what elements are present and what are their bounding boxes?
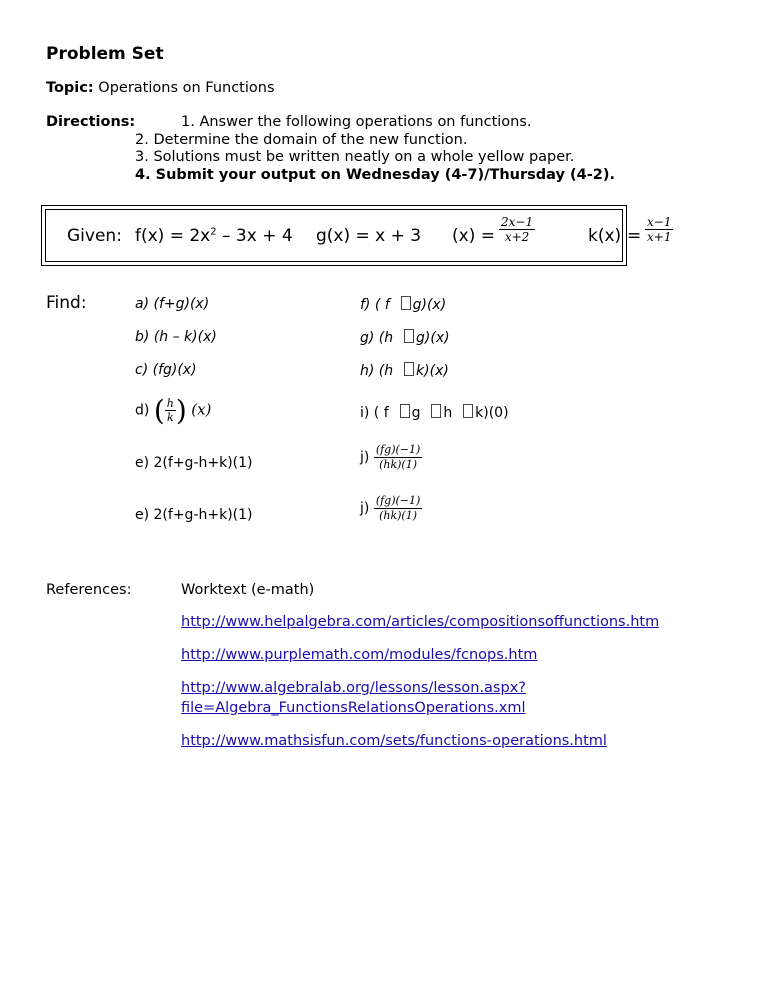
composition-icon [463,404,473,418]
given-label: Given: [67,226,122,246]
topic-label: Topic: [46,80,94,96]
find-item-d-numerator: h [166,397,174,410]
given-h-denominator: x+2 [504,230,530,244]
find-item-j-prefix: j) [360,449,370,466]
given-f-suffix: – 3x + 4 [216,226,293,246]
reference-link-algebralab-cont[interactable]: file=Algebra_FunctionsRelationsOperations.xml [181,700,526,716]
composition-icon [400,404,410,418]
direction-item-4: 4. Submit your output on Wednesday (4-7)/Thursday (4-2). [135,167,615,183]
find-item-j-numerator: (fg)(−1) [375,443,421,456]
find-item-b: b) (h – k)(x) [135,329,217,345]
find-item-i [360,404,509,421]
find-item-j-numerator: (fg)(−1) [375,494,421,507]
page-title: Problem Set [46,44,164,64]
find-item-i-part2: g [411,405,421,421]
topic-value: Operations on Functions [98,80,275,96]
find-item-h-part2: k)(x) [416,363,449,379]
find-item-g-part1: g) (h [360,330,394,346]
find-item-d-suffix: (x) [191,400,212,419]
find-item-e-2: e) 2(f+g-h+k)(1) [135,507,253,523]
given-f [135,226,293,246]
find-item-j-prefix: j) [360,500,370,517]
given-h-fraction [499,215,535,244]
given-k-label: k(x) [588,226,622,246]
given-k-fraction [645,215,673,244]
find-item-h [360,362,449,379]
given-g: g(x) = x + 3 [316,226,422,246]
find-item-a: a) (f+g)(x) [135,296,210,312]
reference-worktext: Worktext (e-math) [181,582,315,598]
reference-link-helpalgebra[interactable]: http://www.helpalgebra.com/articles/compositionsoffunctions.htm [181,614,660,630]
given-h-numerator: 2x−1 [501,215,534,229]
given-h-label: (x) = [452,226,495,246]
given-k-equals: = [627,226,642,246]
given-f-exponent: 2 [210,226,217,238]
composition-icon [404,362,414,376]
find-item-e-1: e) 2(f+g-h+k)(1) [135,455,253,471]
find-item-j-2 [360,494,422,523]
given-f-prefix: f(x) = 2x [135,226,211,246]
directions-label: Directions: [46,114,136,130]
reference-link-mathsisfun[interactable]: http://www.mathsisfun.com/sets/functions-operations.html [181,733,607,749]
reference-link-purplemath[interactable]: http://www.purplemath.com/modules/fcnops.htm [181,647,538,663]
composition-icon [401,296,411,310]
find-item-i-part4: k)(0) [475,405,509,421]
find-label: Find: [46,293,87,313]
find-item-j-1 [360,443,422,472]
find-item-d-denominator: k [166,411,174,424]
find-item-j-denominator: (hk)(1) [379,458,418,471]
composition-icon [404,329,414,343]
direction-item-3: 3. Solutions must be written neatly on a whole yellow paper. [135,149,575,165]
direction-item-1: 1. Answer the following operations on functions. [181,114,532,130]
topic-line [46,80,275,96]
direction-item-2: 2. Determine the domain of the new function. [135,132,468,148]
find-item-i-part3: h [443,405,453,421]
references-label: References: [46,582,132,598]
given-k-denominator: x+1 [647,230,672,244]
composition-icon [431,404,441,418]
find-item-d-prefix: d) [135,402,150,419]
find-item-f-part1: f) ( f [360,297,390,313]
given-k-numerator: x−1 [647,215,672,229]
find-item-g [360,329,450,346]
find-item-j-denominator: (hk)(1) [379,509,418,522]
find-item-c: c) (fg)(x) [135,362,197,378]
find-item-d: d) ( $\frac{h}{k}$ ) (x) [135,394,212,427]
find-item-i-part1: i) ( f [360,405,389,421]
find-item-g-part2: g)(x) [416,330,450,346]
find-item-h-part1: h) (h [360,363,394,379]
find-item-f-part2: g)(x) [412,297,447,313]
find-item-f [360,296,446,313]
reference-link-algebralab[interactable]: http://www.algebralab.org/lessons/lesson.aspx? [181,680,526,696]
